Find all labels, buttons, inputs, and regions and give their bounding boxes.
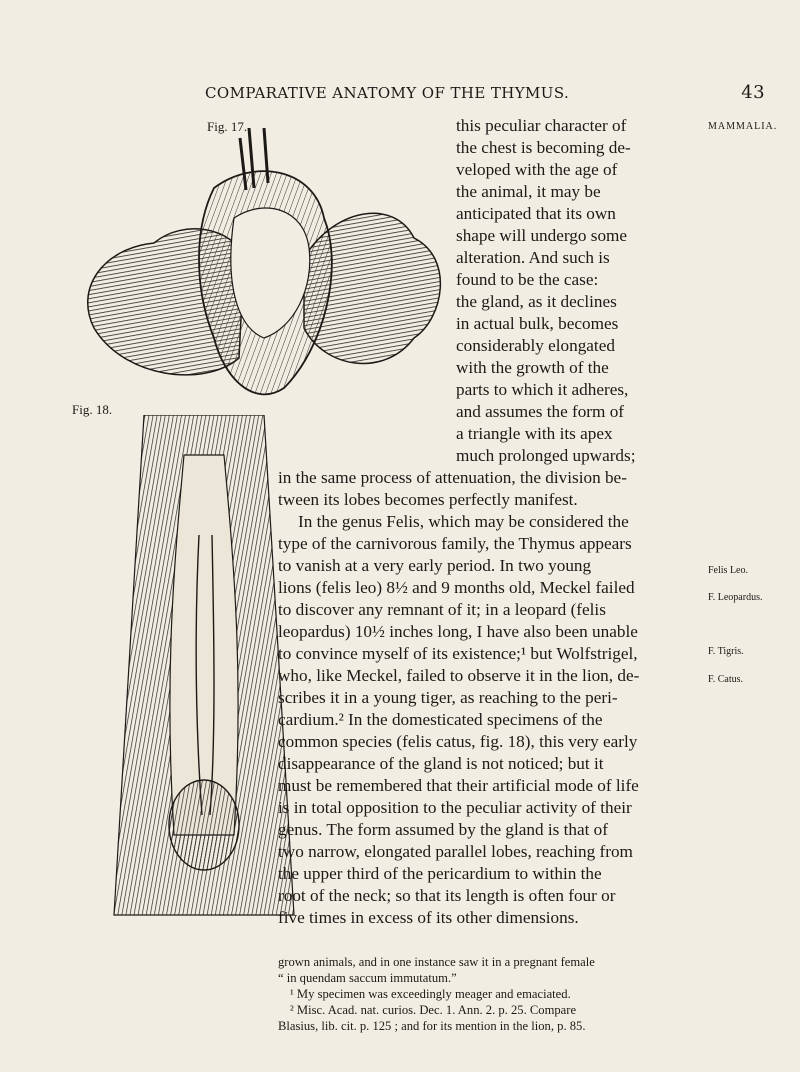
body-line: parts to which it adheres,: [456, 380, 629, 399]
body-line: to vanish at a very early period. In two young: [278, 556, 592, 575]
body-line: the gland, as it declines: [456, 292, 617, 311]
body-line: scribes it in a young tiger, as reaching to the peri-: [278, 688, 618, 707]
fig18-illustration: [104, 415, 304, 925]
body-line: much prolonged upwards;: [456, 446, 636, 465]
body-line: shape will undergo some: [456, 226, 628, 245]
body-line: is in total opposition to the peculiar activity of their: [278, 798, 632, 817]
footnote-line: “ in quendam saccum immutatum.”: [278, 971, 457, 985]
margin-note-tigris: F. Tigris.: [708, 646, 744, 657]
body-line: the chest is becoming de-: [456, 138, 631, 157]
footnote-line: grown animals, and in one instance saw it in a pregnant female: [278, 955, 595, 969]
body-line: alteration. And such is: [456, 248, 610, 267]
header-title: COMPARATIVE ANATOMY OF THE THYMUS.: [205, 84, 570, 102]
fig17-illustration: [64, 128, 464, 418]
margin-note-leopardus: F. Leopardus.: [708, 592, 763, 603]
body-line: must be remembered that their artificial mode of life: [278, 776, 639, 795]
footnote-line: Blasius, lib. cit. p. 125 ; and for its mention in the lion, p. 85.: [278, 1019, 586, 1033]
body-line: the upper third of the pericardium to within the: [278, 864, 602, 883]
body-line: lions (felis leo) 8½ and 9 months old, Meckel failed: [278, 578, 635, 597]
body-line: who, like Meckel, failed to observe it in the lion, de-: [278, 666, 640, 685]
body-line: genus. The form assumed by the gland is that of: [278, 820, 609, 839]
fig17-label: Fig. 17.: [207, 119, 248, 134]
body-line: in the same process of attenuation, the division be-: [278, 468, 627, 487]
body-line: this peculiar character of: [456, 116, 627, 135]
body-line: with the growth of the: [456, 358, 609, 377]
body-line: In the genus Felis, which may be considered the: [298, 512, 629, 531]
margin-note-mammalia: MAMMALIA.: [708, 121, 778, 132]
body-line: five times in excess of its other dimensions.: [278, 908, 579, 927]
page-number: 43: [741, 82, 765, 103]
body-line: in actual bulk, becomes: [456, 314, 619, 333]
body-line: veloped with the age of: [456, 160, 618, 179]
body-line: anticipated that its own: [456, 204, 616, 223]
margin-note-felis-leo: Felis Leo.: [708, 565, 748, 576]
body-line: type of the carnivorous family, the Thymus appears: [278, 534, 632, 553]
body-line: two narrow, elongated parallel lobes, reaching from: [278, 842, 633, 861]
body-line: to convince myself of its existence;¹ but Wolfstrigel,: [278, 644, 638, 663]
footnote-line: ² Misc. Acad. nat. curios. Dec. 1. Ann. 2. p. 25. Compare: [290, 1003, 577, 1017]
body-line: tween its lobes becomes perfectly manifest.: [278, 490, 578, 509]
body-line: and assumes the form of: [456, 402, 625, 421]
fig18-label: Fig. 18.: [72, 402, 113, 417]
body-line: found to be the case:: [456, 270, 599, 289]
body-line: to discover any remnant of it; in a leopard (felis: [278, 600, 606, 619]
footnote-line: ¹ My specimen was exceedingly meager and emaciated.: [290, 987, 571, 1001]
body-line: a triangle with its apex: [456, 424, 613, 443]
body-line: common species (felis catus, fig. 18), this very early: [278, 732, 638, 751]
margin-note-catus: F. Catus.: [708, 674, 744, 685]
body-line: disappearance of the gland is not noticed; but it: [278, 754, 604, 773]
body-line: the animal, it may be: [456, 182, 601, 201]
body-line: cardium.² In the domesticated specimens of the: [278, 710, 603, 729]
body-line: considerably elongated: [456, 336, 615, 355]
body-line: root of the neck; so that its length is often four or: [278, 886, 616, 905]
body-line: leopardus) 10½ inches long, I have also been unable: [278, 622, 638, 641]
